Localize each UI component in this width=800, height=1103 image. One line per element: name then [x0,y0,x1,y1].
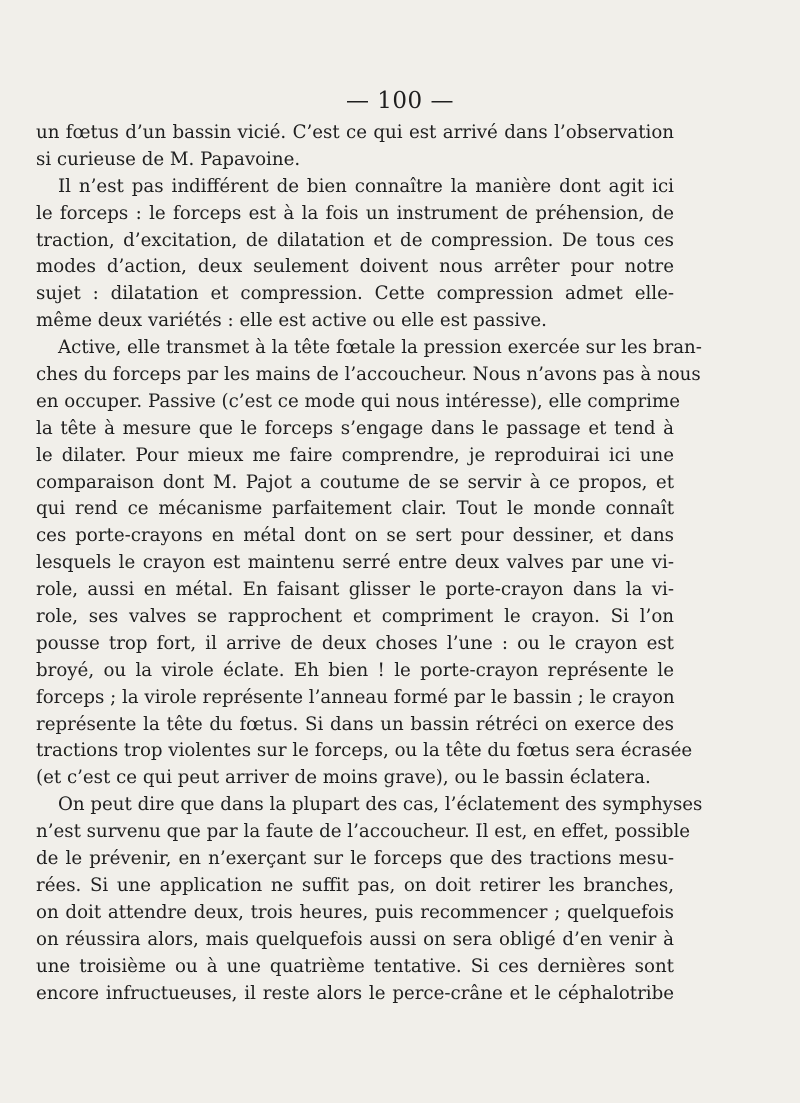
text-line: Active, elle transmet à la tête fœtale la pression exercée sur les bran- [58,337,702,359]
text-line: comparaison dont M. Pajot a coutume de se servir à ce propos, et [36,471,674,493]
text-line: même deux variétés : elle est active ou elle est passive. [36,310,547,332]
text-line: représente la tête du fœtus. Si dans un bassin rétréci on exerce des [36,713,674,735]
text-line: encore infructueuses, il reste alors le perce-crâne et le céphalotribe [36,982,674,1004]
body-text [36,120,703,1007]
text-line: role, ses valves se rapprochent et compriment le crayon. Si l’on [36,606,674,628]
text-line: un fœtus d’un bassin vicié. C’est ce qui est arrivé dans l’observation [36,122,674,143]
text-line: Il n’est pas indifférent de bien connaître la manière dont agit ici [58,175,674,197]
text-line: ches du forceps par les mains de l’accoucheur. Nous n’avons pas à nous [36,364,701,386]
text-line: On peut dire que dans la plupart des cas, l’éclatement des symphyses [58,794,703,816]
text-line: traction, d’excitation, de dilatation et de compression. De tous ces [36,229,674,251]
text-line: une troisième ou à une quatrième tentative. Si ces dernières sont [36,955,674,977]
text-line: tractions trop violentes sur le forceps, ou la tête du fœtus sera écrasée [36,740,693,762]
text-line: rées. Si une application ne suffit pas, on doit retirer les branches, [36,874,674,896]
text-line: qui rend ce mécanisme parfaitement clair. Tout le monde connaît [36,498,674,520]
text-line: on réussira alors, mais quelquefois aussi on sera obligé d’en venir à [36,928,674,950]
text-line: modes d’action, deux seulement doivent nous arrêter pour notre [36,256,674,278]
text-line: (et c’est ce qui peut arriver de moins grave), ou le bassin éclatera. [36,767,651,789]
text-line: de le prévenir, en n’exerçant sur le forceps que des tractions mesu- [36,848,674,870]
text-line: lesquels le crayon est maintenu serré entre deux valves par une vi- [36,552,674,574]
page-number: — 100 — [345,88,455,114]
text-line: en occuper. Passive (c’est ce mode qui nous intéresse), elle comprime [36,390,680,412]
text-line: role, aussi en métal. En faisant glisser le porte-crayon dans la vi- [36,579,674,601]
text-line: le dilater. Pour mieux me faire comprendre, je reproduirai ici une [36,444,674,466]
text-line: si curieuse de M. Papavoine. [36,148,301,170]
text-line: forceps ; la virole représente l’anneau formé par le bassin ; le crayon [36,686,675,708]
text-line: on doit attendre deux, trois heures, puis recommencer ; quelquefois [36,901,674,923]
text-line: n’est survenu que par la faute de l’accoucheur. Il est, en effet, possible [36,821,691,843]
text-line: pousse trop fort, il arrive de deux choses l’une : ou le crayon est [36,632,674,654]
text-line: sujet : dilatation et compression. Cette compression admet elle- [36,283,674,305]
text-line: la tête à mesure que le forceps s’engage dans le passage et tend à [36,417,674,439]
text-line: ces porte-crayons en métal dont on se sert pour dessiner, et dans [36,525,674,547]
text-line: le forceps : le forceps est à la fois un instrument de préhension, de [36,202,674,224]
text-line: broyé, ou la virole éclate. Eh bien ! le porte-crayon représente le [36,659,674,681]
